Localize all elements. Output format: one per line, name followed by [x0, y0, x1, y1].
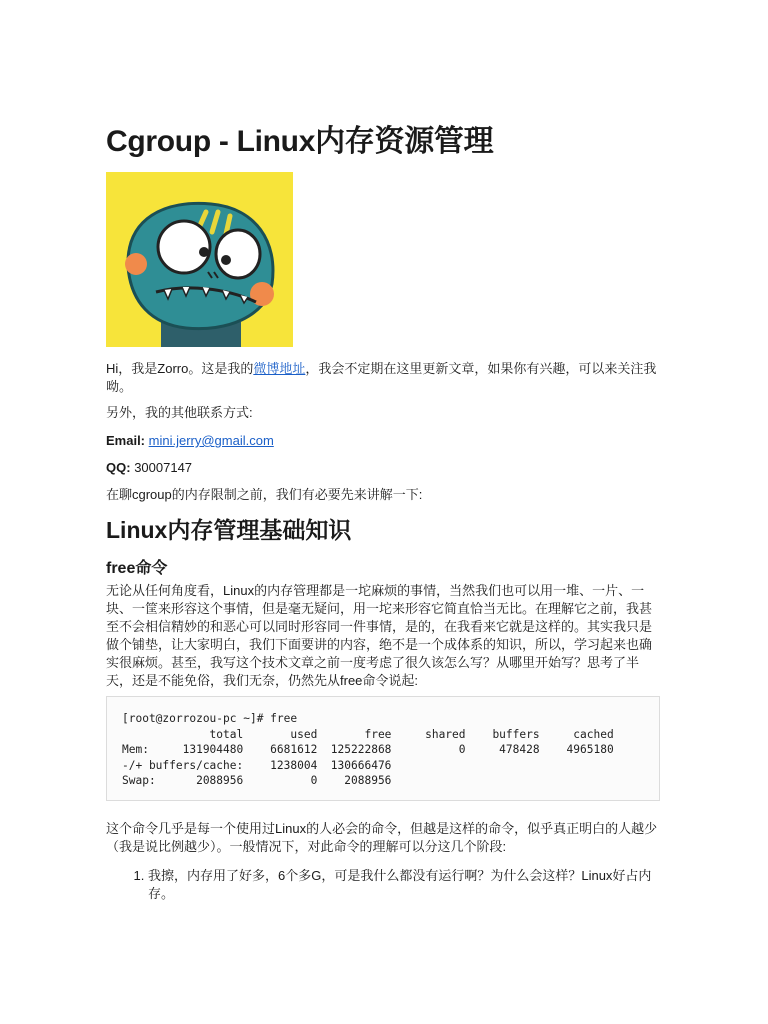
email-link[interactable]: mini.jerry@gmail.com	[148, 433, 274, 448]
email-label: Email:	[106, 433, 146, 448]
page-title: Cgroup - Linux内存资源管理	[106, 125, 494, 158]
intro-text: Hi，我是Zorro。这是我的	[106, 361, 254, 376]
qq-value: 30007147	[134, 460, 193, 475]
list-item: 1. 我擦，内存用了好多，6个多G，可是我什么都没有运行啊？为什么会这样？Linux好占内存。	[148, 867, 662, 903]
subsection-title: free命令	[106, 560, 168, 577]
author-avatar	[106, 172, 293, 347]
qq-label: QQ:	[106, 460, 131, 475]
intro-paragraph	[106, 360, 662, 396]
after-code-paragraph: 这个命令几乎是每一个使用过Linux的人必会的命令，但越是这样的命令，似乎真正明白的人越少（我是说比例越少）。一般情况下，对此命令的理解可以分这几个阶段:	[106, 821, 658, 854]
code-line: total used free shared buffers cached	[122, 727, 614, 741]
body-paragraph: 无论从任何角度看，Linux的内存管理都是一坨麻烦的事情，当然我们也可以用一堆、一片、一块、一筐来形容这个事情，但是毫无疑问，用一坨来形容它简直恰当无比。在理解它之前，我甚至不会相信精妙的和恶心可以同时形容同一件事情，是的，在我看来它就是这样的。其实我只是做个铺垫，让大家明白，我们下面要讲的内容，绝不是一个成体系的知识，所以，学习起来也确实很麻烦。甚至，我写这个技术文章之前一度考虑了很久该怎么写？从哪里开始写？思考了半天，还是不能免俗，我们无奈，仍然先从free命令说起:	[106, 583, 653, 688]
code-line: Swap: 2088956 0 2088956	[122, 774, 392, 787]
weibo-link[interactable]: 微博地址	[253, 361, 306, 376]
code-line: -/+ buffers/cache: 1238004 130666476	[122, 758, 392, 772]
intro-text-rest: ，我会不定期在这里更新文章，如果你有兴趣，可以来关注我呦。	[106, 361, 657, 394]
email-line	[106, 432, 662, 450]
pre-note: 在聊cgroup的内存限制之前，我们有必要先来讲解一下:	[106, 487, 423, 502]
code-line: Mem: 131904480 6681612 125222868 0 478428 4965180	[122, 743, 614, 756]
code-block	[106, 696, 660, 801]
contacts-intro: 另外，我的其他联系方式:	[106, 405, 253, 420]
qq-line	[106, 459, 662, 477]
section-title: Linux内存管理基础知识	[106, 517, 352, 543]
code-line: [root@zorrozou-pc ~]# free	[122, 712, 298, 725]
stage-list	[106, 867, 662, 903]
